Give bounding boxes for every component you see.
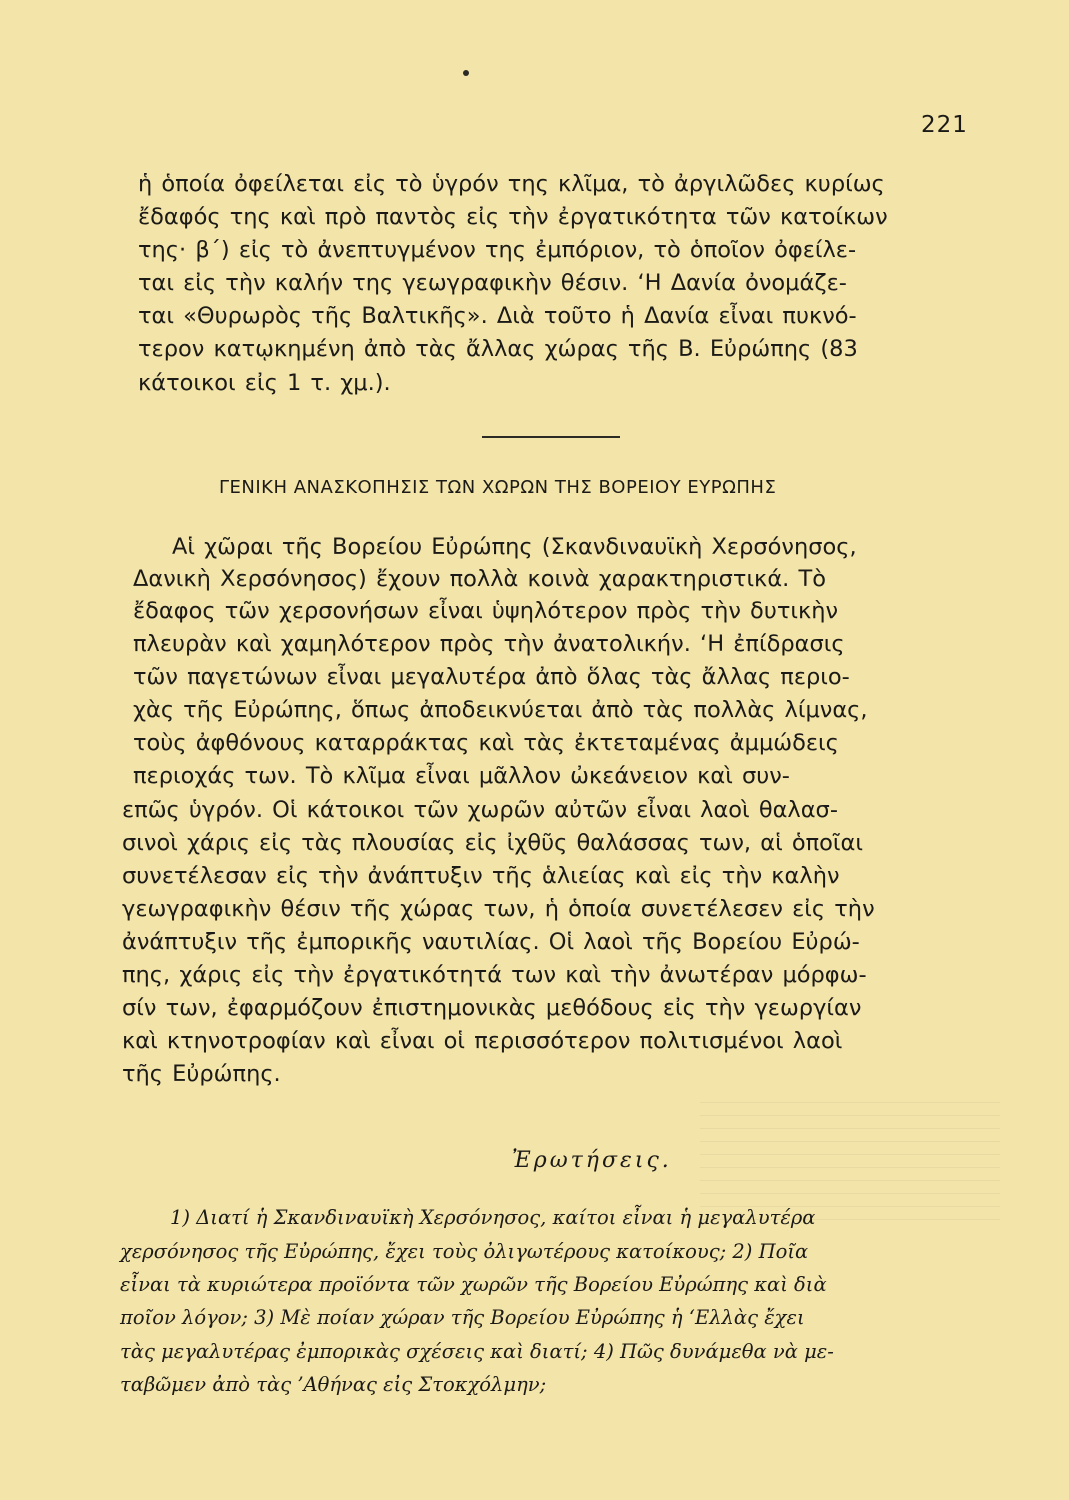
text-line: ἔδαφός της καὶ πρὸ παντὸς εἰς τὴν ἐργατικότητα τῶν κατοίκων <box>138 204 888 230</box>
text-line: τῶν παγετώνων εἶναι μεγαλυτέρα ἀπὸ ὅλας τὰς ἄλλας περιο- <box>133 664 850 690</box>
section-heading: ΓΕΝΙΚΗ ΑΝΑΣΚΟΠΗΣΙΣ ΤΩΝ ΧΩΡΩΝ ΤΗΣ ΒΟΡΕΙΟΥ ΕΥΡΩΠΗΣ <box>219 477 777 498</box>
text-line: πης, χάρις εἰς τὴν ἐργατικότητά των καὶ τὴν ἀνωτέραν μόρφω- <box>122 962 867 988</box>
text-line: ται «Θυρωρὸς τῆς Βαλτικῆς». Διὰ τοῦτο ἡ Δανία εἶναι πυκνό- <box>138 303 857 329</box>
text-line: χὰς τῆς Εὐρώπης, ὅπως ἀποδεικνύεται ἀπὸ τὰς πολλὰς λίμνας, <box>133 697 868 723</box>
text-line: καὶ κτηνοτροφίαν καὶ εἶναι οἱ περισσότερον πολιτισμένοι λαοὶ <box>122 1028 843 1054</box>
text-line: ἔδαφος τῶν χερσονήσων εἶναι ὑψηλότερον πρὸς τὴν δυτικὴν <box>133 598 839 624</box>
text-line: τερον κατῳκημένη ἀπὸ τὰς ἄλλας χώρας τῆς Β. Εὐρώπης (83 <box>138 336 858 362</box>
text-line: συνετέλεσαν εἰς τὴν ἀνάπτυξιν τῆς ἁλιείας καὶ εἰς τὴν καλὴν <box>122 863 840 889</box>
question-line: ταβῶμεν ἀπὸ τὰς ’Αθήνας εἰς Στοκχόλμην; <box>120 1373 547 1396</box>
text-line: Δανικὴ Χερσόνησος) ἔχουν πολλὰ κοινὰ χαρακτηριστικά. Τὸ <box>133 566 826 592</box>
paper-texture <box>700 1100 1000 1220</box>
text-line: επῶς ὑγρόν. Οἱ κάτοικοι τῶν χωρῶν αὐτῶν εἶναι λαοὶ θαλασ- <box>122 797 838 823</box>
question-line: εἶναι τὰ κυριώτερα προϊόντα τῶν χωρῶν τῆς Βορείου Εὐρώπης καὶ διὰ <box>120 1273 827 1296</box>
section-divider <box>482 436 620 438</box>
text-line: γεωγραφικὴν θέσιν τῆς χώρας των, ἡ ὁποία συνετέλεσεν εἰς τὴν <box>122 896 875 922</box>
text-line: ἡ ὁποία ὀφείλεται εἰς τὸ ὑγρόν της κλῖμα, τὸ ἀργιλῶδες κυρίως <box>138 171 885 197</box>
text-line: περιοχάς των. Τὸ κλῖμα εἶναι μᾶλλον ὠκεάνειον καὶ συν- <box>133 763 790 789</box>
text-line: ἀνάπτυξιν τῆς ἐμπορικῆς ναυτιλίας. Οἱ λαοὶ τῆς Βορείου Εὐρώ- <box>122 929 860 955</box>
text-line: ται εἰς τὴν καλήν της γεωγραφικὴν θέσιν. ‘Η Δανία ὀνομάζε- <box>138 270 847 296</box>
text-line: πλευρὰν καὶ χαμηλότερον πρὸς τὴν ἀνατολικήν. ‘Η ἐπίδρασις <box>133 631 845 657</box>
text-line: της· β΄) εἰς τὸ ἀνεπτυγμένον της ἐμπόριον, τὸ ὁποῖον ὀφείλε- <box>138 237 857 263</box>
text-line: τῆς Εὐρώπης. <box>122 1061 281 1087</box>
question-line: τὰς μεγαλυτέρας ἐμπορικὰς σχέσεις καὶ διατί; 4) Πῶς δυνάμεθα νὰ με- <box>120 1340 834 1363</box>
question-line: ποῖον λόγον; 3) Μὲ ποίαν χώραν τῆς Βορείου Εὐρώπης ἡ ‘Ελλὰς ἔχει <box>120 1306 805 1329</box>
question-line: χερσόνησος τῆς Εὐρώπης, ἔχει τοὺς ὀλιγωτέρους κατοίκους; 2) Ποῖα <box>120 1240 809 1263</box>
text-line: Αἱ χῶραι τῆς Βορείου Εὐρώπης (Σκανδιναυϊκὴ Χερσόνησος, <box>172 534 857 560</box>
ink-dot <box>463 70 469 76</box>
page-number: 221 <box>921 112 968 138</box>
text-line: σινοὶ χάρις εἰς τὰς πλουσίας εἰς ἰχθῦς θαλάσσας των, αἱ ὁποῖαι <box>122 830 863 856</box>
text-line: κάτοικοι εἰς 1 τ. χμ.). <box>138 370 391 396</box>
text-line: τοὺς ἀφθόνους καταρράκτας καὶ τὰς ἐκτεταμένας ἀμμώδεις <box>133 730 839 756</box>
question-line: 1) Διατί ἡ Σκανδιναυϊκὴ Χερσόνησος, καίτοι εἶναι ἡ μεγαλυτέρα <box>170 1206 816 1229</box>
text-line: σίν των, ἐφαρμόζουν ἐπιστημονικὰς μεθόδους εἰς τὴν γεωργίαν <box>122 995 862 1021</box>
questions-title: Ἐρωτήσεις. <box>512 1148 672 1173</box>
